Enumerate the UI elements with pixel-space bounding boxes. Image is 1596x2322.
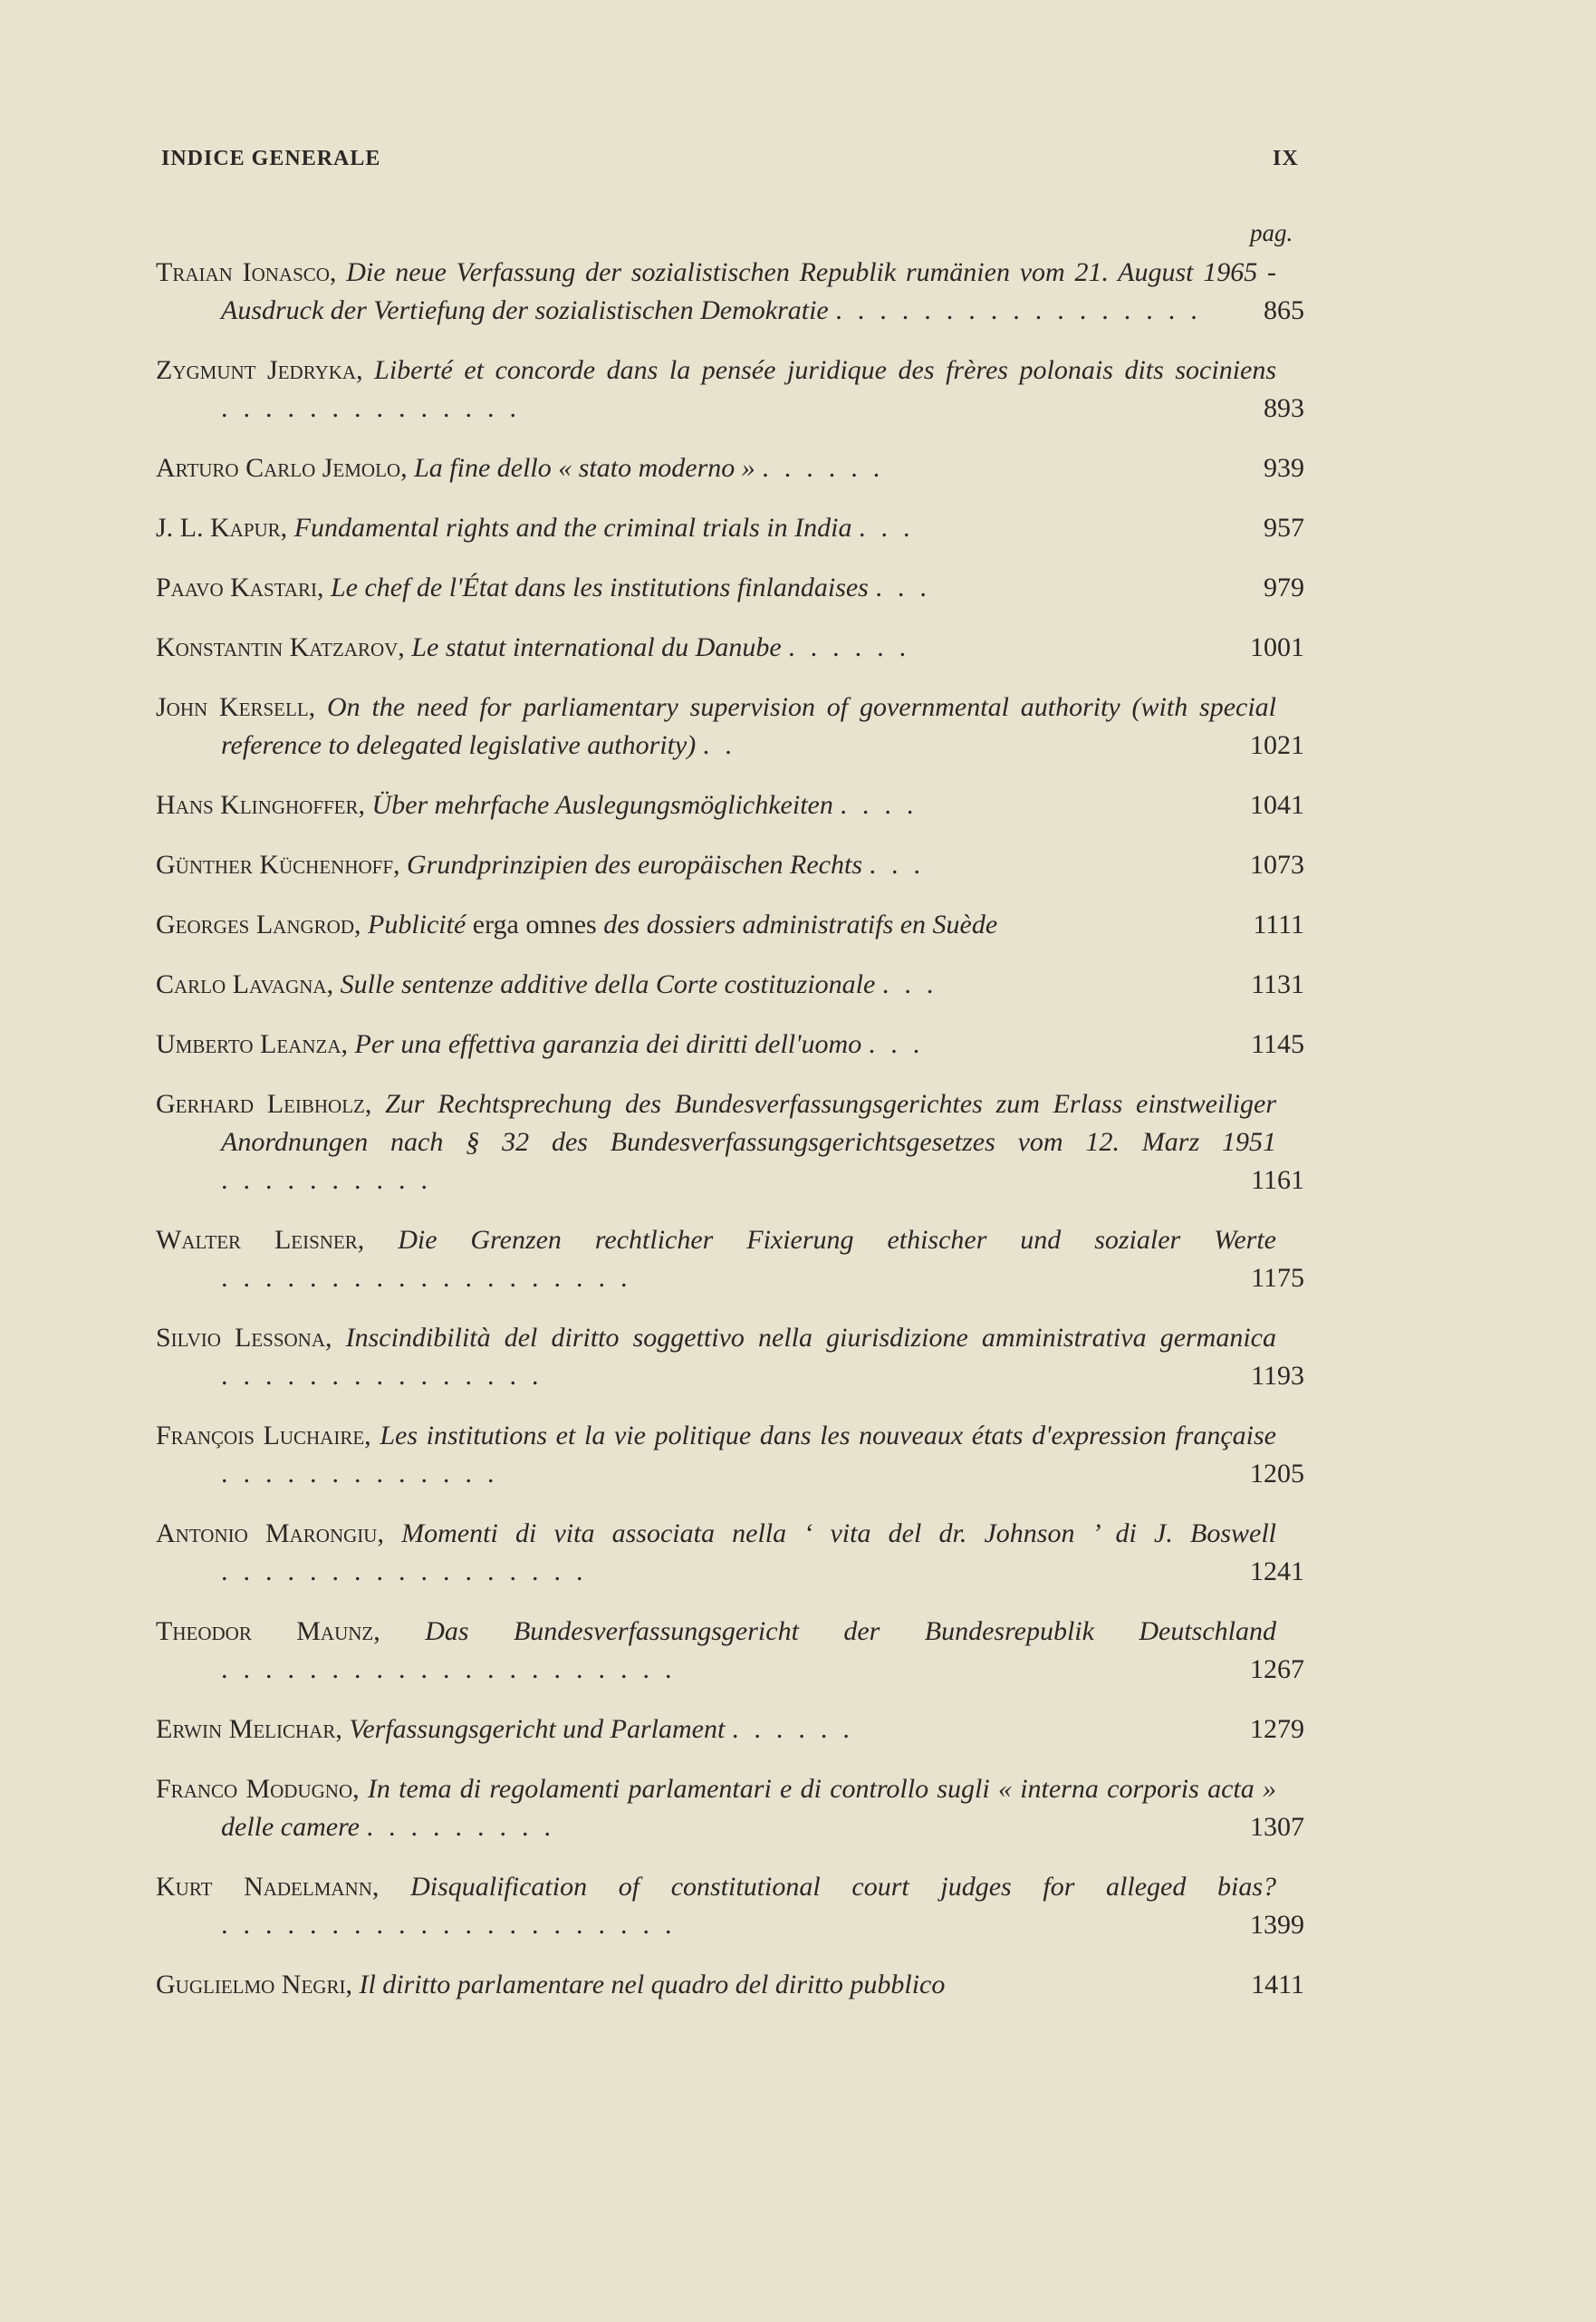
- entry-title: La fine dello « stato moderno »: [414, 453, 755, 483]
- entry-author: Silvio Lessona,: [156, 1323, 332, 1353]
- entry-title-roman: erga omnes: [472, 910, 597, 939]
- entry-title: Sulle sentenze additive della Corte costituzionale: [340, 969, 876, 999]
- leader-dots: ...: [868, 1029, 936, 1059]
- entry-title: Fundamental rights and the criminal trials in India: [293, 513, 852, 543]
- entry-author: Günther Küchenhoff,: [156, 850, 400, 880]
- leader-dots: ...: [881, 969, 949, 999]
- toc-entry: [156, 786, 1315, 824]
- entry-page-number: 1193: [1251, 1361, 1304, 1391]
- entry-title: Momenti di vita associata nella ‘ vita del dr. Johnson ’ di J. Boswell: [401, 1518, 1277, 1548]
- leader-dots: ...: [869, 850, 936, 880]
- entry-author: Zygmunt Jedryka,: [156, 355, 363, 385]
- entry-page-number: 1001: [1250, 632, 1304, 662]
- leader-dots: .................: [835, 295, 1213, 325]
- entry-title: Per una effettiva garanzia dei diritti dell'uomo: [354, 1029, 862, 1059]
- entry-author: Hans Klinghoffer,: [156, 790, 366, 820]
- toc-entry: [156, 1085, 1315, 1200]
- pag-column-label: pag.: [1250, 219, 1293, 246]
- entry-author: Theodor Maunz,: [156, 1616, 380, 1646]
- entry-page-number: 1279: [1250, 1714, 1304, 1744]
- entry-author: Kurt Nadelmann,: [156, 1872, 380, 1902]
- leader-dots: ..: [702, 730, 747, 760]
- entry-page-number: 1021: [1250, 730, 1304, 760]
- entry-page-number: 1205: [1250, 1459, 1304, 1489]
- toc-entry: [156, 906, 1315, 944]
- entry-page-number: 1161: [1251, 1165, 1304, 1195]
- toc-entry: [156, 629, 1315, 667]
- entry-author: Georges Langrod,: [156, 910, 361, 939]
- entry-author: John Kersell,: [156, 692, 316, 722]
- entry-title: Le chef de l'État dans les institutions finlandaises: [330, 573, 869, 602]
- leader-dots: .....................: [221, 1654, 687, 1684]
- leader-dots: ......: [788, 632, 922, 662]
- entry-page-number: 1073: [1250, 850, 1304, 880]
- entry-author: Guglielmo Negri,: [156, 1970, 352, 1999]
- entry-page-number: 893: [1264, 393, 1304, 423]
- entry-page-number: 1131: [1251, 969, 1304, 999]
- entry-author: Franco Modugno,: [156, 1774, 360, 1804]
- toc-entry: [156, 1221, 1315, 1297]
- entry-title: Il diritto parlamentare nel quadro del diritto pubblico: [359, 1970, 946, 1999]
- entry-author: Gerhard Leibholz,: [156, 1089, 372, 1119]
- entry-page-number: 1399: [1250, 1910, 1304, 1940]
- entry-author: Antonio Marongiu,: [156, 1518, 384, 1548]
- toc-entry: [156, 1613, 1315, 1689]
- toc-entry: [156, 1770, 1315, 1846]
- toc-entry: [156, 569, 1315, 607]
- entry-title: Liberté et concorde dans la pensée juridique des frères polonais dits sociniens: [374, 355, 1277, 385]
- entry-title: Zur Rechtsprechung des Bundesverfassungsgerichtes zum Erlass einstweiliger Anordnungen nach § 32 des Bundesverfassungsgerichtsgesetzes vom 12. Marz 1951: [221, 1089, 1276, 1157]
- entry-title: Die neue Verfassung der sozialistischen Republik rumänien vom 21. August 1965 - Ausdruck der Vertiefung der sozialistischen Demokratie: [221, 257, 1276, 325]
- entry-page-number: 1411: [1251, 1970, 1304, 1999]
- entry-author: Umberto Leanza,: [156, 1029, 349, 1059]
- toc-entry: [156, 1515, 1315, 1591]
- entry-author: Arturo Carlo Jemolo,: [156, 453, 408, 483]
- leader-dots: ...: [859, 513, 926, 543]
- entry-page-number: 1241: [1250, 1556, 1304, 1586]
- entry-author: Konstantin Katzarov,: [156, 632, 405, 662]
- toc-entry: [156, 509, 1315, 547]
- entry-page-number: 1145: [1251, 1029, 1304, 1059]
- toc-entry: [156, 1319, 1315, 1395]
- toc-entry: [156, 689, 1315, 765]
- leader-dots: .................: [221, 1556, 599, 1586]
- toc-entry: [156, 846, 1315, 884]
- entry-author: François Luchaire,: [156, 1421, 371, 1450]
- entry-title: In tema di regolamenti parlamentari e di controllo sugli « interna corporis acta » delle camere: [221, 1774, 1276, 1842]
- entry-title: Das Bundesverfassungsgericht der Bundesrepublik Deutschland: [425, 1616, 1277, 1646]
- entry-author: Walter Leisner,: [156, 1225, 365, 1255]
- leader-dots: ...............: [221, 1361, 554, 1391]
- entry-page-number: 1111: [1253, 910, 1304, 939]
- running-title: INDICE GENERALE: [161, 147, 381, 170]
- entry-title: Grundprinzipien des europäischen Rechts: [407, 850, 862, 880]
- leader-dots: ..........: [221, 1165, 443, 1195]
- entry-title: Le statut international du Danube: [411, 632, 782, 662]
- toc-entry: [156, 1417, 1315, 1493]
- page-number: IX: [1273, 147, 1299, 170]
- toc-entry: [156, 966, 1315, 1004]
- entry-title: Disqualification of constitutional court judges for alleged bias?: [410, 1872, 1276, 1902]
- entry-title: Über mehrfache Auslegungsmöglichkeiten: [371, 790, 833, 820]
- entry-page-number: 1267: [1250, 1654, 1304, 1684]
- leader-dots: ...................: [221, 1263, 643, 1293]
- entry-title: Inscindibilità del diritto soggettivo nella giurisdizione amministrativa germanica: [345, 1323, 1277, 1353]
- toc-entry: [156, 1026, 1315, 1064]
- toc-entry: [156, 1868, 1315, 1944]
- entry-title-continued: des dossiers administratifs en Suède: [603, 910, 998, 939]
- toc-entry: [156, 1966, 1315, 2004]
- entry-page-number: 939: [1264, 453, 1304, 483]
- toc-entry: [156, 352, 1315, 428]
- leader-dots: ...: [875, 573, 942, 602]
- entry-title: Publicité: [368, 910, 466, 939]
- entry-page-number: 1175: [1251, 1263, 1304, 1293]
- entry-page-number: 979: [1264, 573, 1304, 602]
- leader-dots: .....................: [221, 1910, 687, 1940]
- entry-title: Die Grenzen rechtlicher Fixierung ethischer und sozialer Werte: [398, 1225, 1276, 1255]
- entry-page-number: 1307: [1250, 1812, 1304, 1842]
- entry-author: Carlo Lavagna,: [156, 969, 334, 999]
- entry-title: On the need for parliamentary supervision of governmental authority (with special reference to delegated legislative authority): [221, 692, 1276, 760]
- entry-author: J. L. Kapur,: [156, 513, 288, 543]
- toc-entry: [156, 449, 1315, 487]
- leader-dots: ....: [840, 790, 929, 820]
- entry-page-number: 1041: [1250, 790, 1304, 820]
- leader-dots: .............: [221, 1459, 510, 1489]
- leader-dots: .........: [366, 1812, 566, 1842]
- entry-author: Paavo Kastari,: [156, 573, 324, 602]
- entry-page-number: 957: [1264, 513, 1304, 543]
- toc-entry: [156, 1710, 1315, 1749]
- entry-title: Les institutions et la vie politique dans les nouveaux états d'expression française: [380, 1421, 1277, 1450]
- table-of-contents: [156, 254, 1315, 2026]
- entry-author: Traian Ionasco,: [156, 257, 337, 287]
- toc-entry: [156, 254, 1315, 330]
- entry-author: Erwin Melichar,: [156, 1714, 342, 1744]
- leader-dots: ......: [762, 453, 896, 483]
- entry-title: Verfassungsgericht und Parlament: [349, 1714, 726, 1744]
- leader-dots: ......: [731, 1714, 865, 1744]
- entry-page-number: 865: [1264, 295, 1304, 325]
- leader-dots: ..............: [221, 393, 532, 423]
